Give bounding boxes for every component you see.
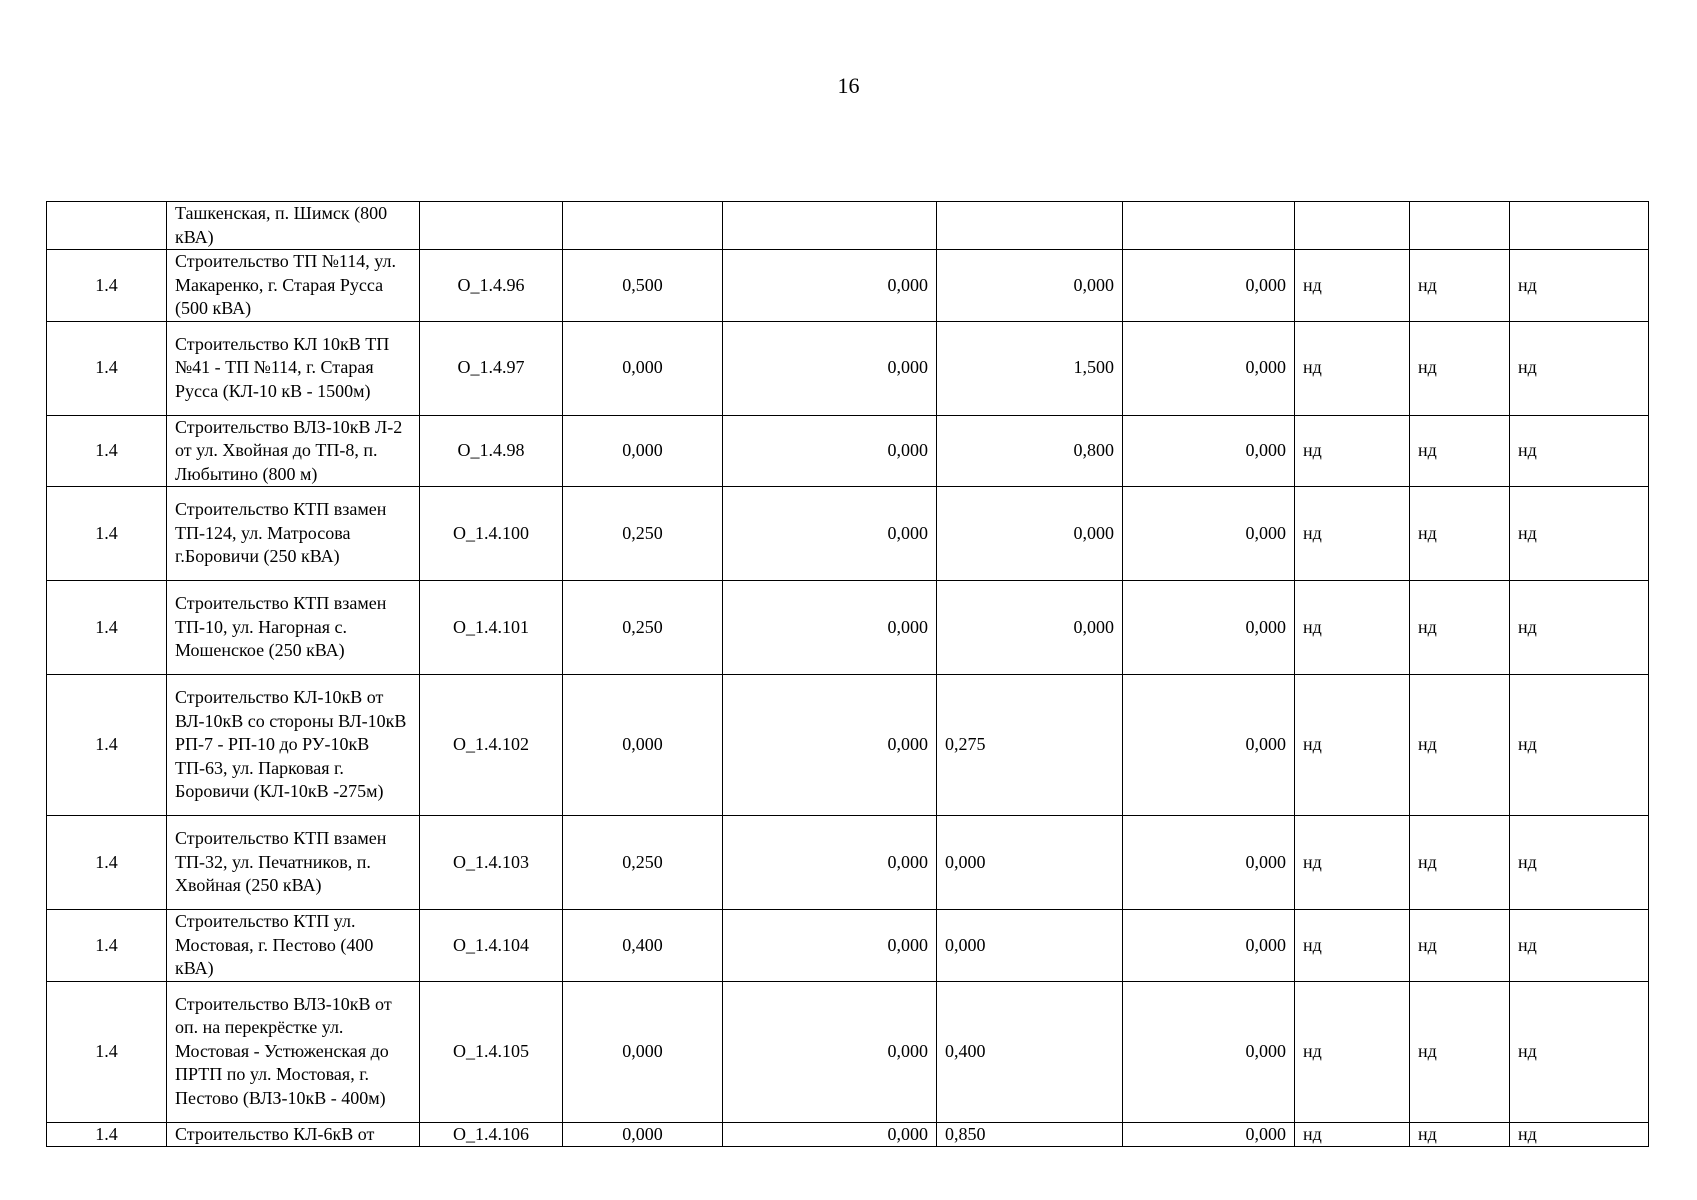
table-row xyxy=(47,487,1649,581)
row-number: 1.4 xyxy=(47,910,167,982)
value-3: 1,500 xyxy=(937,321,1123,415)
nd-2: нд xyxy=(1410,321,1510,415)
nd-3: нд xyxy=(1510,910,1649,982)
value-1: 0,250 xyxy=(563,581,723,675)
value-1: 0,000 xyxy=(563,415,723,487)
value-2: 0,000 xyxy=(723,675,937,816)
value-4: 0,000 xyxy=(1123,816,1295,910)
nd-2: нд xyxy=(1410,1122,1510,1147)
value-3: 0,000 xyxy=(937,487,1123,581)
row-number: 1.4 xyxy=(47,1122,167,1147)
nd-2: нд xyxy=(1410,487,1510,581)
table-row xyxy=(47,910,1649,982)
value-2: 0,000 xyxy=(723,910,937,982)
project-code: О_1.4.102 xyxy=(420,675,563,816)
value-3: 0,000 xyxy=(937,581,1123,675)
row-number: 1.4 xyxy=(47,581,167,675)
project-name: Строительство ВЛЗ-10кВ Л-2 от ул. Хвойная до ТП-8, п. Любытино (800 м) xyxy=(167,415,420,487)
row-number: 1.4 xyxy=(47,487,167,581)
project-code: О_1.4.104 xyxy=(420,910,563,982)
value-2: 0,000 xyxy=(723,581,937,675)
row-number: 1.4 xyxy=(47,250,167,322)
value-1: 0,250 xyxy=(563,816,723,910)
nd-3: нд xyxy=(1510,581,1649,675)
value-2: 0,000 xyxy=(723,1122,937,1147)
value-2: 0,000 xyxy=(723,415,937,487)
row-number: 1.4 xyxy=(47,415,167,487)
nd-3: нд xyxy=(1510,675,1649,816)
project-name: Строительство КЛ-10кВ от ВЛ-10кВ со стороны ВЛ-10кВ РП-7 - РП-10 до РУ-10кВ ТП-63, ул. Парковая г. Боровичи (КЛ-10кВ -275м) xyxy=(167,675,420,816)
value-3 xyxy=(937,202,1123,250)
nd-3: нд xyxy=(1510,816,1649,910)
nd-3: нд xyxy=(1510,321,1649,415)
project-name: Строительство КТП взамен ТП-10, ул. Нагорная с. Мошенское (250 кВА) xyxy=(167,581,420,675)
table-row xyxy=(47,250,1649,322)
nd-1 xyxy=(1295,202,1410,250)
row-number xyxy=(47,202,167,250)
nd-3: нд xyxy=(1510,1122,1649,1147)
table-body xyxy=(47,202,1649,1147)
value-4: 0,000 xyxy=(1123,675,1295,816)
project-name: Строительство КЛ 10кВ ТП №41 - ТП №114, г. Старая Русса (КЛ-10 кВ - 1500м) xyxy=(167,321,420,415)
project-name: Строительство ТП №114, ул. Макаренко, г. Старая Русса (500 кВА) xyxy=(167,250,420,322)
project-code: О_1.4.101 xyxy=(420,581,563,675)
value-3: 0,275 xyxy=(937,675,1123,816)
value-4: 0,000 xyxy=(1123,981,1295,1122)
value-2: 0,000 xyxy=(723,816,937,910)
nd-2: нд xyxy=(1410,910,1510,982)
value-1: 0,000 xyxy=(563,675,723,816)
value-1: 0,500 xyxy=(563,250,723,322)
value-1: 0,000 xyxy=(563,981,723,1122)
project-code: О_1.4.103 xyxy=(420,816,563,910)
value-4: 0,000 xyxy=(1123,581,1295,675)
row-number: 1.4 xyxy=(47,816,167,910)
project-name: Строительство КЛ-6кВ от xyxy=(167,1122,420,1147)
value-4: 0,000 xyxy=(1123,415,1295,487)
table-row xyxy=(47,202,1649,250)
value-3: 0,850 xyxy=(937,1122,1123,1147)
project-name: Строительство КТП взамен ТП-124, ул. Матросова г.Боровичи (250 кВА) xyxy=(167,487,420,581)
value-4: 0,000 xyxy=(1123,321,1295,415)
nd-1: нд xyxy=(1295,675,1410,816)
nd-2: нд xyxy=(1410,981,1510,1122)
value-2 xyxy=(723,202,937,250)
project-code: О_1.4.97 xyxy=(420,321,563,415)
table-row xyxy=(47,321,1649,415)
nd-3: нд xyxy=(1510,487,1649,581)
nd-1: нд xyxy=(1295,981,1410,1122)
nd-1: нд xyxy=(1295,816,1410,910)
value-3: 0,400 xyxy=(937,981,1123,1122)
value-2: 0,000 xyxy=(723,487,937,581)
project-code: О_1.4.106 xyxy=(420,1122,563,1147)
row-number: 1.4 xyxy=(47,981,167,1122)
value-2: 0,000 xyxy=(723,981,937,1122)
nd-2: нд xyxy=(1410,816,1510,910)
value-1: 0,000 xyxy=(563,321,723,415)
nd-3: нд xyxy=(1510,981,1649,1122)
project-code: О_1.4.100 xyxy=(420,487,563,581)
value-2: 0,000 xyxy=(723,321,937,415)
row-number: 1.4 xyxy=(47,321,167,415)
nd-2: нд xyxy=(1410,415,1510,487)
nd-3 xyxy=(1510,202,1649,250)
value-2: 0,000 xyxy=(723,250,937,322)
nd-1: нд xyxy=(1295,1122,1410,1147)
page-number: 16 xyxy=(837,73,860,98)
nd-1: нд xyxy=(1295,415,1410,487)
value-1 xyxy=(563,202,723,250)
table-row xyxy=(47,675,1649,816)
nd-3: нд xyxy=(1510,415,1649,487)
value-4: 0,000 xyxy=(1123,1122,1295,1147)
value-4 xyxy=(1123,202,1295,250)
investment-table xyxy=(46,201,1649,1147)
nd-1: нд xyxy=(1295,581,1410,675)
value-3: 0,000 xyxy=(937,816,1123,910)
table-row xyxy=(47,1122,1649,1147)
value-1: 0,000 xyxy=(563,1122,723,1147)
nd-2: нд xyxy=(1410,250,1510,322)
project-code: О_1.4.96 xyxy=(420,250,563,322)
nd-3: нд xyxy=(1510,250,1649,322)
project-code xyxy=(420,202,563,250)
project-name: Строительство ВЛЗ-10кВ от оп. на перекрёстке ул. Мостовая - Устюженская до ПРТП по ул. Мостовая, г. Пестово (ВЛЗ-10кВ - 400м) xyxy=(167,981,420,1122)
project-name: Строительство КТП взамен ТП-32, ул. Печатников, п. Хвойная (250 кВА) xyxy=(167,816,420,910)
project-name: Строительство КТП ул. Мостовая, г. Пестово (400 кВА) xyxy=(167,910,420,982)
value-4: 0,000 xyxy=(1123,487,1295,581)
value-3: 0,800 xyxy=(937,415,1123,487)
nd-2: нд xyxy=(1410,675,1510,816)
table-row xyxy=(47,415,1649,487)
table-row xyxy=(47,981,1649,1122)
value-4: 0,000 xyxy=(1123,910,1295,982)
project-code: О_1.4.98 xyxy=(420,415,563,487)
nd-1: нд xyxy=(1295,910,1410,982)
nd-1: нд xyxy=(1295,250,1410,322)
value-1: 0,400 xyxy=(563,910,723,982)
nd-2 xyxy=(1410,202,1510,250)
value-4: 0,000 xyxy=(1123,250,1295,322)
value-3: 0,000 xyxy=(937,910,1123,982)
row-number: 1.4 xyxy=(47,675,167,816)
project-name: Ташкенская, п. Шимск (800 кВА) xyxy=(167,202,420,250)
nd-1: нд xyxy=(1295,321,1410,415)
project-code: О_1.4.105 xyxy=(420,981,563,1122)
table-row xyxy=(47,816,1649,910)
table-row xyxy=(47,581,1649,675)
nd-1: нд xyxy=(1295,487,1410,581)
value-1: 0,250 xyxy=(563,487,723,581)
value-3: 0,000 xyxy=(937,250,1123,322)
nd-2: нд xyxy=(1410,581,1510,675)
